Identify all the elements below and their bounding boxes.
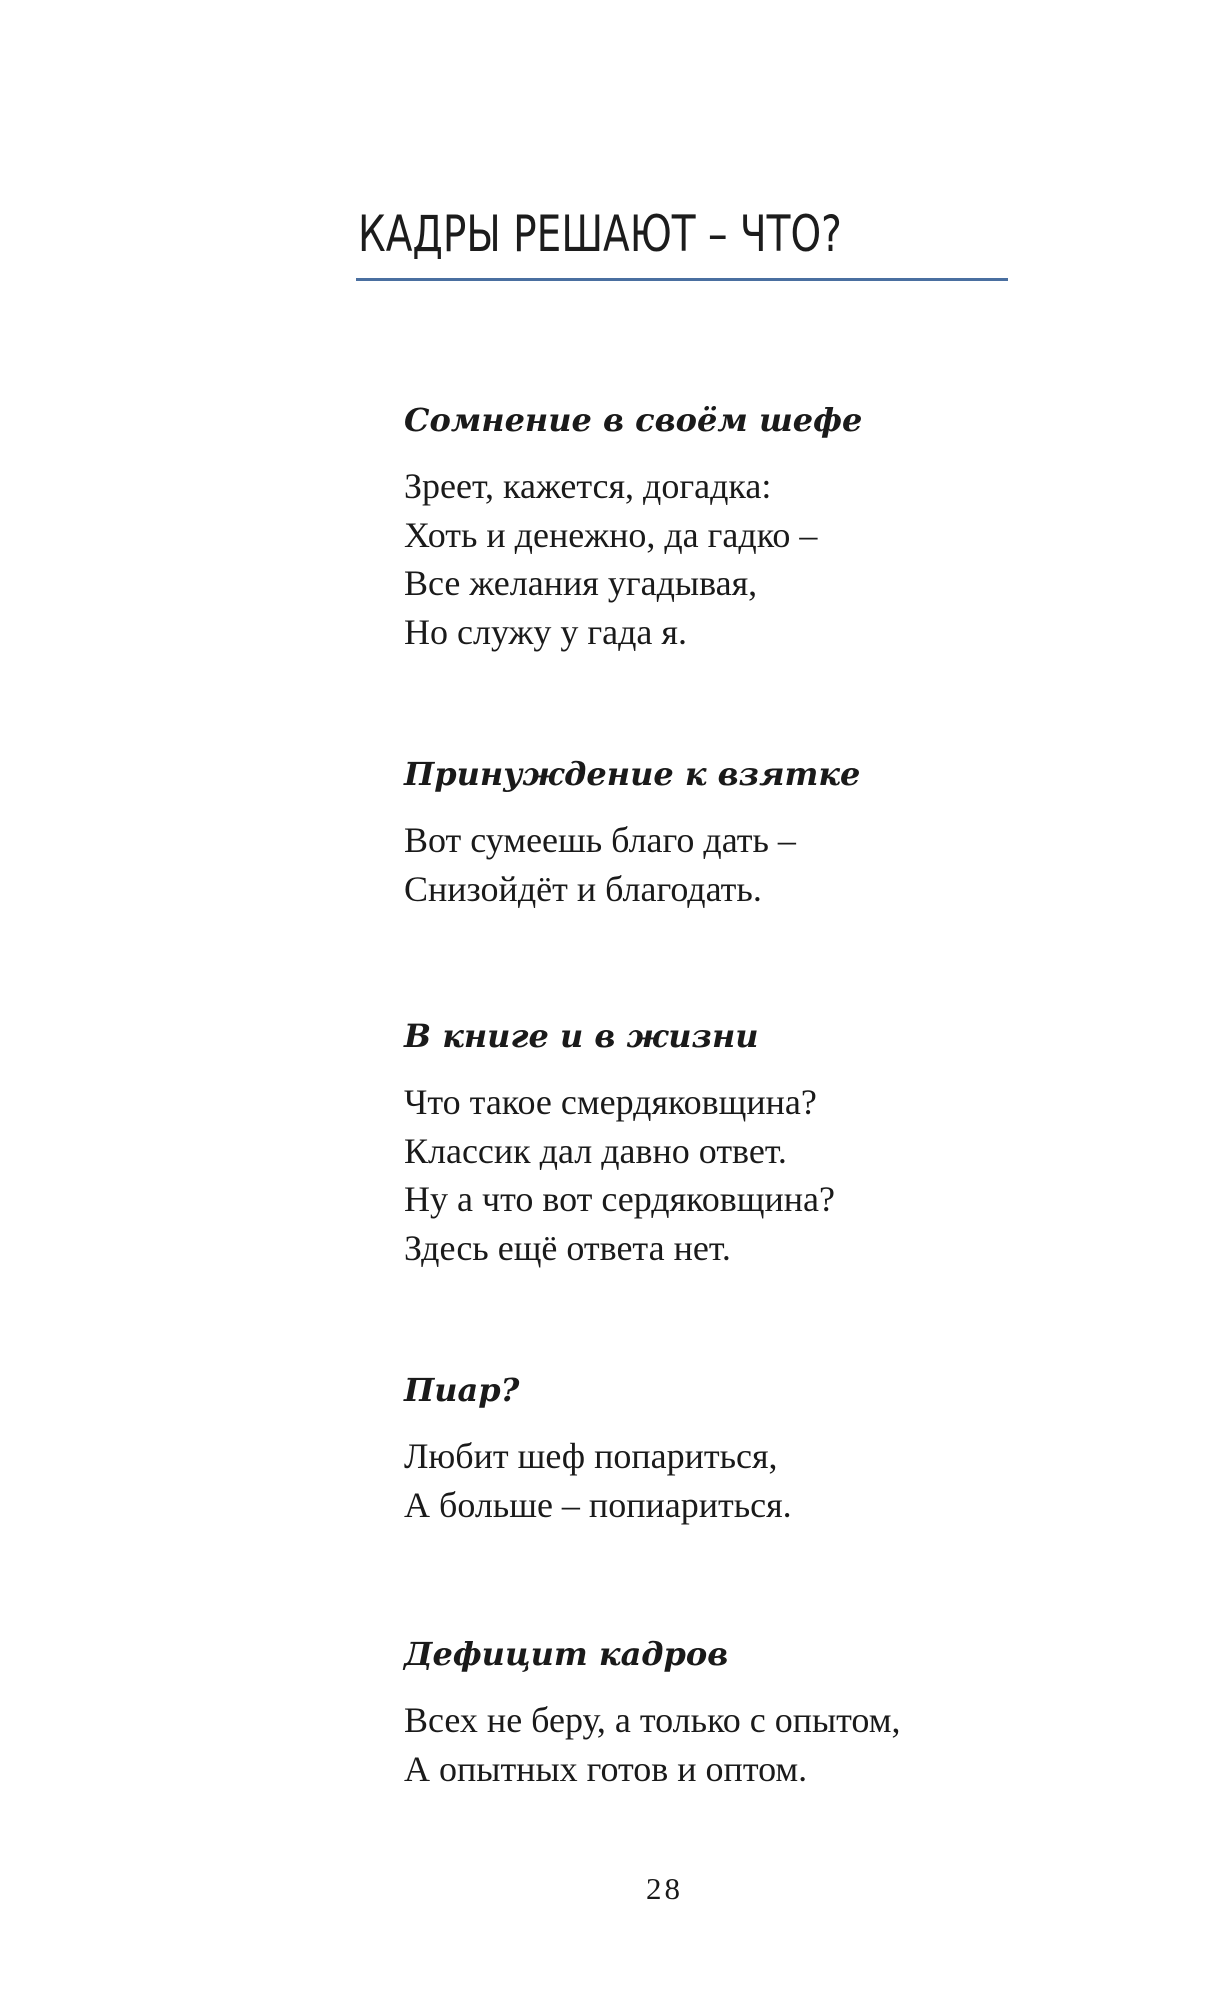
page-number: 28 <box>646 1871 683 1906</box>
poem-line: Снизойдёт и благодать. <box>404 868 762 909</box>
poem-body <box>404 1696 1104 1793</box>
poem-body <box>404 1078 1104 1272</box>
poem-body <box>404 816 1104 913</box>
poem-line: Всех не беру, а только с опытом, <box>404 1700 901 1740</box>
poem-line: Хоть и денежно, да гадко – <box>404 514 818 555</box>
poem-title: В книге и в жизни <box>404 1017 759 1055</box>
poem-title: Сомнение в своём шефе <box>404 401 863 439</box>
poem-line: Классик дал давно ответ. <box>404 1130 787 1171</box>
poem-pr <box>404 1370 1104 1529</box>
poem-line: А опытных готов и оптом. <box>404 1748 808 1789</box>
poem-staff-shortage <box>404 1634 1104 1793</box>
poem-title: Принуждение к взятке <box>404 755 861 793</box>
poem-body <box>404 462 1104 656</box>
poem-line: Ну а что вот сердяковщина? <box>404 1179 836 1219</box>
poem-doubt-in-chief <box>404 400 1104 656</box>
poem-line: Здесь ещё ответа нет. <box>404 1227 731 1268</box>
title-underline <box>356 278 1008 281</box>
poem-title: Дефицит кадров <box>404 1635 729 1673</box>
poem-line: А больше – попиариться. <box>404 1484 792 1525</box>
poem-line: Все желания угадывая, <box>404 563 758 603</box>
poem-line: Любит шеф попариться, <box>404 1436 778 1476</box>
poem-line: Что такое смердяковщина? <box>404 1082 817 1122</box>
poem-line: Зреет, кажется, догадка: <box>404 466 772 506</box>
chapter-title: КАДРЫ РЕШАЮТ – ЧТО? <box>358 205 842 263</box>
poem-book-and-life <box>404 1016 1104 1272</box>
poem-body <box>404 1432 1104 1529</box>
poem-title: Пиар? <box>404 1371 520 1409</box>
poem-line: Но служу у гада я. <box>404 611 687 652</box>
poem-line: Вот сумеешь благо дать – <box>404 820 796 860</box>
poem-bribe-coercion <box>404 754 1104 913</box>
